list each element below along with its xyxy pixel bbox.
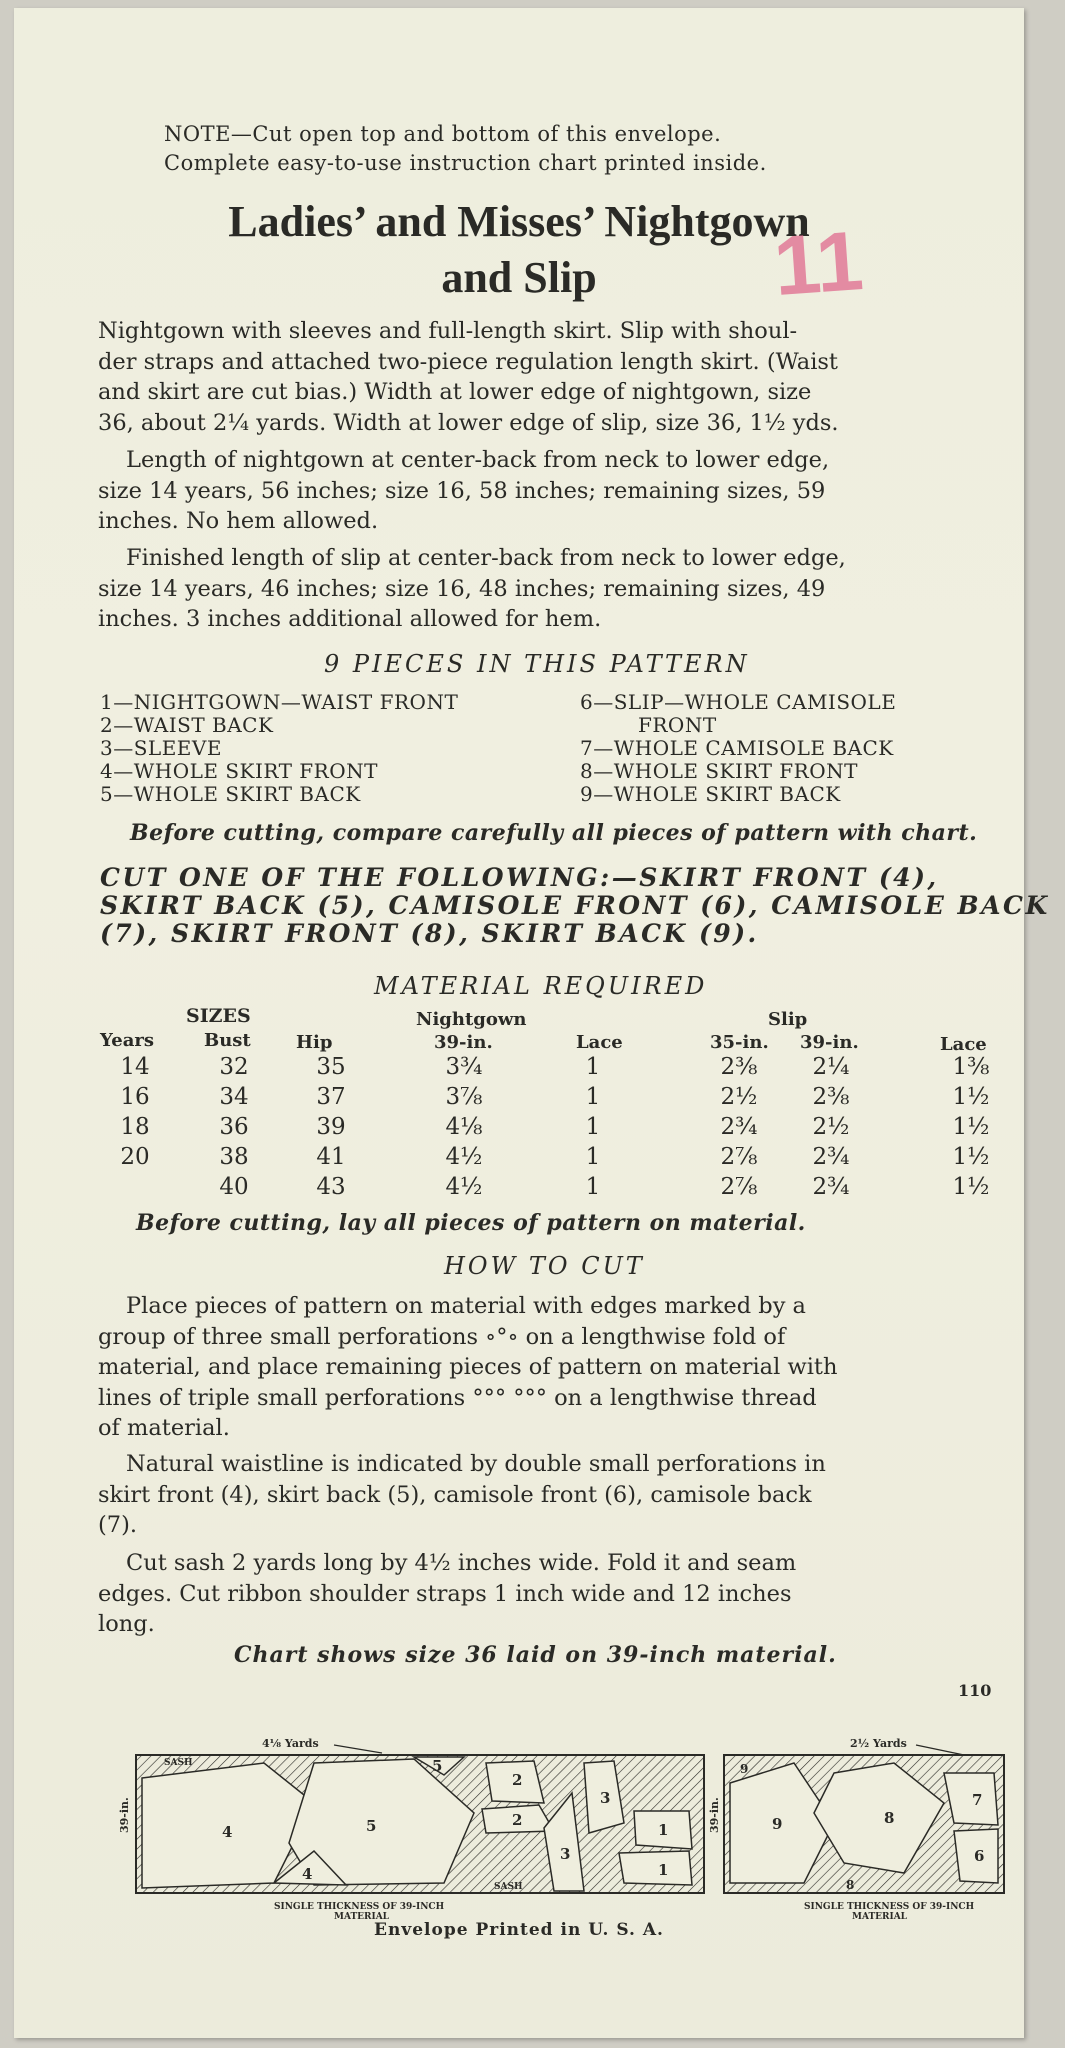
piece-number: 4	[302, 1865, 313, 1883]
piece-number: 8	[884, 1809, 895, 1827]
text-line: skirt front (4), skirt back (5), camisole front (6), camisole back	[98, 1481, 812, 1508]
compare-note: Before cutting, compare carefully all pieces of pattern with chart.	[130, 820, 978, 846]
col-header: Lace	[576, 1032, 623, 1053]
piece-number: 9	[740, 1762, 749, 1776]
material-cell: 41	[316, 1144, 346, 1170]
piece-number: 2	[512, 1771, 523, 1789]
material-cell: 32	[219, 1054, 249, 1080]
text-line: Nightgown with sleeves and full-length skirt. Slip with shoul-	[98, 318, 798, 344]
piece-number: 4	[222, 1823, 233, 1841]
material-cell: 2½	[812, 1114, 850, 1140]
piece-item: 1—NIGHTGOWN—WAIST FRONT	[100, 690, 459, 714]
material-cell: 3⅞	[445, 1084, 483, 1110]
col-header: Lace	[940, 1034, 987, 1055]
piece-number: 5	[366, 1817, 377, 1835]
piece-item: FRONT	[638, 713, 717, 737]
piece-item: 5—WHOLE SKIRT BACK	[100, 782, 361, 806]
text-line: Length of nightgown at center-back from neck to lower edge,	[126, 447, 830, 473]
how-to-cut-heading: HOW TO CUT	[444, 1252, 645, 1280]
piece-item: 9—WHOLE SKIRT BACK	[580, 782, 841, 806]
piece-number: 8	[846, 1878, 855, 1892]
material-cell: 43	[316, 1174, 346, 1200]
piece-number: 5	[432, 1757, 443, 1775]
description-paragraph	[98, 316, 1028, 438]
layout-right	[708, 1737, 1004, 1922]
piece-number: 9	[772, 1815, 783, 1833]
how-to-cut-paragraph-2	[98, 1449, 1028, 1541]
piece-number: 7	[972, 1791, 983, 1809]
piece-number: 6	[974, 1847, 985, 1865]
piece-item: 4—WHOLE SKIRT FRONT	[100, 759, 378, 783]
material-cell: 4½	[445, 1174, 483, 1200]
width-label: 39-in.	[708, 1797, 721, 1833]
text-line: long.	[98, 1611, 155, 1637]
material-cell: 2⅞	[720, 1174, 758, 1200]
material-cell: 2⅜	[720, 1054, 758, 1080]
material-cell: 16	[120, 1084, 150, 1110]
note-line-1: NOTE—Cut open top and bottom of this envelope.	[164, 122, 722, 146]
material-cell: 34	[219, 1084, 249, 1110]
text-line: of material.	[98, 1415, 230, 1441]
material-cell: 1⅜	[952, 1054, 990, 1080]
yardage-label: 4⅛ Yards	[262, 1737, 319, 1750]
material-cell: 38	[219, 1144, 249, 1170]
material-cell: 1	[585, 1054, 601, 1080]
text-line: Natural waistline is indicated by double small perforations in	[126, 1451, 826, 1477]
material-cell: 39	[316, 1114, 346, 1140]
text-line: Place pieces of pattern on material with edges marked by a	[126, 1293, 806, 1319]
cut-one-instructions	[100, 864, 1050, 948]
slip-group-header: Slip	[768, 1009, 808, 1030]
piece-number: 3	[600, 1789, 611, 1807]
text-line: and skirt are cut bias.) Width at lower edge of nightgown, size	[98, 379, 812, 405]
piece-shape	[619, 1851, 692, 1885]
how-to-cut-paragraph-3	[98, 1548, 1028, 1640]
pattern-envelope	[14, 8, 1050, 2038]
text-line: lines of triple small perforations °°° °°° on a lengthwise thread	[98, 1384, 817, 1411]
material-cell: 18	[120, 1114, 150, 1140]
text-line: size 14 years, 56 inches; size 16, 58 inches; remaining sizes, 59	[98, 477, 826, 504]
material-cell: 1½	[952, 1114, 990, 1140]
material-cell: 1½	[952, 1174, 990, 1200]
material-cell: 2¾	[812, 1144, 850, 1170]
piece-number: 1	[658, 1861, 669, 1879]
chart-note: Chart shows size 36 laid on 39-inch material.	[234, 1642, 837, 1668]
material-cell: 1½	[952, 1144, 990, 1170]
material-cell: 3¾	[445, 1054, 483, 1080]
text-line: (7).	[98, 1512, 138, 1538]
pattern-number: 110	[958, 1681, 992, 1700]
material-cell: 2¼	[812, 1054, 850, 1080]
slip-length-paragraph	[98, 543, 1028, 635]
piece-number: 2	[512, 1811, 523, 1829]
text-line: size 14 years, 46 inches; size 16, 48 inches; remaining sizes, 49	[98, 575, 826, 602]
text-line: edges. Cut ribbon shoulder straps 1 inch wide and 12 inches	[98, 1580, 792, 1607]
sash-label: SASH	[164, 1758, 193, 1768]
col-header: 39-in.	[434, 1032, 493, 1053]
text-line: 36, about 2¼ yards. Width at lower edge of slip, size 36, 1½ yds.	[98, 409, 839, 436]
material-cell: 2⅞	[720, 1144, 758, 1170]
text-line: (7), SKIRT FRONT (8), SKIRT BACK (9).	[100, 919, 759, 948]
text-line: material, and place remaining pieces of pattern on material with	[98, 1354, 838, 1380]
pink-stamp: 11	[770, 213, 867, 314]
pieces-list-right	[580, 691, 896, 806]
col-header: Hip	[296, 1032, 333, 1053]
col-header: 39-in.	[800, 1032, 859, 1053]
material-cell: 20	[120, 1144, 150, 1170]
text-line: group of three small perforations ∘°∘ on a lengthwise fold of	[98, 1323, 786, 1350]
material-cell: 2½	[720, 1084, 758, 1110]
nightgown-group-header: Nightgown	[416, 1009, 527, 1030]
col-header: Years	[100, 1030, 155, 1051]
text-line: der straps and attached two-piece regulation length skirt. (Waist	[98, 348, 838, 375]
caption-line: MATERIAL	[852, 1912, 908, 1922]
piece-shape	[944, 1773, 998, 1825]
piece-item: 7—WHOLE CAMISOLE BACK	[580, 736, 894, 760]
cutting-layout-diagram	[114, 1733, 1014, 1928]
caption-line: MATERIAL	[334, 1912, 390, 1922]
text-line: CUT ONE OF THE FOLLOWING:—SKIRT FRONT (4),	[100, 863, 939, 892]
width-label: 39-in.	[118, 1797, 131, 1833]
pieces-heading: 9 PIECES IN THIS PATTERN	[324, 650, 750, 678]
material-cell: 1	[585, 1084, 601, 1110]
piece-item: 3—SLEEVE	[100, 736, 222, 760]
piece-item: 6—SLIP—WHOLE CAMISOLE	[580, 690, 897, 714]
material-cell: 1½	[952, 1084, 990, 1110]
title-line-2: and Slip	[441, 253, 597, 302]
title-line-1: Ladies’ and Misses’ Nightgown	[228, 197, 810, 246]
material-cell: 4½	[445, 1144, 483, 1170]
how-to-cut-paragraph-1	[98, 1291, 1028, 1444]
piece-number: 1	[658, 1821, 669, 1839]
lay-note: Before cutting, lay all pieces of pattern on material.	[136, 1210, 806, 1236]
note-line-2: Complete easy-to-use instruction chart printed inside.	[164, 151, 767, 175]
material-cell: 35	[316, 1054, 346, 1080]
material-cell: 40	[219, 1174, 249, 1200]
text-line: inches. No hem allowed.	[98, 508, 379, 534]
material-cell: 36	[219, 1114, 249, 1140]
piece-item: 2—WAIST BACK	[100, 713, 274, 737]
text-line: Cut sash 2 yards long by 4½ inches wide. Fold it and seam	[126, 1550, 797, 1576]
piece-number: 3	[560, 1845, 571, 1863]
material-cell: 37	[316, 1084, 346, 1110]
envelope-note	[164, 120, 767, 178]
sash-label: SASH	[494, 1882, 523, 1892]
text-line: inches. 3 inches additional allowed for hem.	[98, 606, 602, 632]
text-line: SKIRT BACK (5), CAMISOLE FRONT (6), CAMISOLE BACK	[100, 891, 1050, 920]
caption-line: SINGLE THICKNESS OF 39-INCH	[804, 1902, 975, 1912]
col-header: 35-in.	[710, 1032, 769, 1053]
material-cell: 14	[120, 1054, 150, 1080]
piece-item: 8—WHOLE SKIRT FRONT	[580, 759, 858, 783]
sizes-group-header: SIZES	[186, 1005, 251, 1027]
material-heading: MATERIAL REQUIRED	[374, 972, 708, 1000]
material-cell: 1	[585, 1174, 601, 1200]
material-cell: 2¾	[720, 1114, 758, 1140]
material-cell: 1	[585, 1144, 601, 1170]
layout-left	[118, 1737, 704, 1922]
nightgown-length-paragraph	[98, 445, 1028, 537]
pieces-list-left	[100, 691, 458, 806]
footer-printed-in: Envelope Printed in U. S. A.	[374, 1920, 664, 1940]
material-cell: 2⅜	[812, 1084, 850, 1110]
col-header: Bust	[204, 1030, 251, 1051]
material-cell: 2¾	[812, 1174, 850, 1200]
caption-line: SINGLE THICKNESS OF 39-INCH	[274, 1902, 445, 1912]
yardage-label: 2½ Yards	[850, 1737, 907, 1750]
material-cell: 4⅛	[445, 1114, 483, 1140]
material-cell: 1	[585, 1114, 601, 1140]
text-line: Finished length of slip at center-back from neck to lower edge,	[126, 545, 846, 571]
